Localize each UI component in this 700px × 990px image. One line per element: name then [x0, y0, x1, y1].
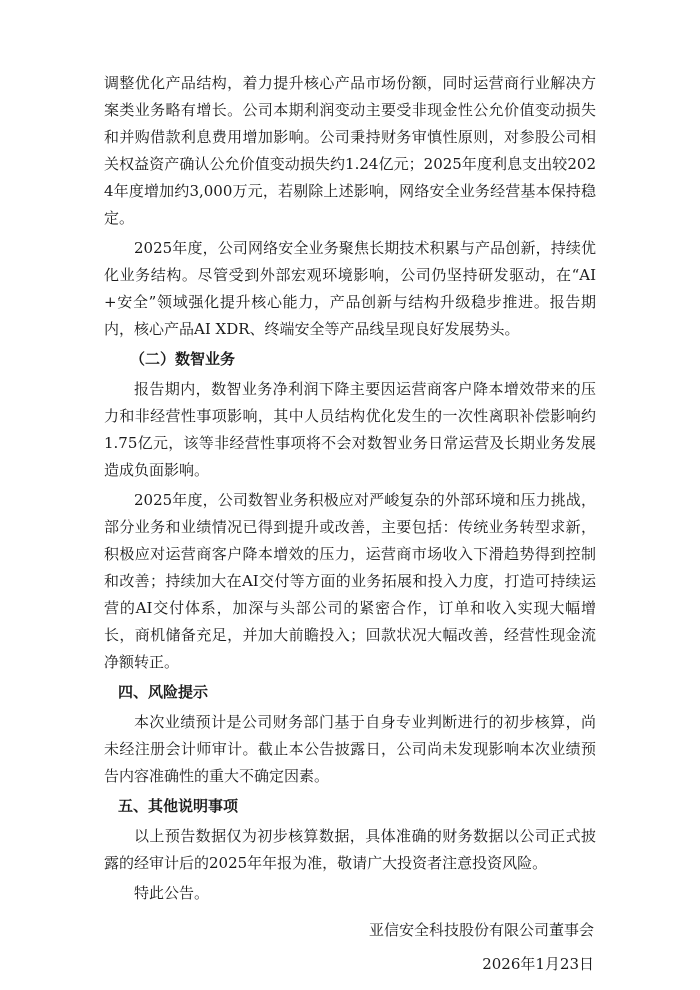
paragraph-digital-2025: 2025年度，公司数智业务积极应对严峻复杂的外部环境和压力挑战，部分业务和业绩情况已得到提升或改善，主要包括：传统业务转型求新，积极应对运营商客户降本增效的压力，运营商市场收入下滑趋势得到控制和改善；持续加大在AI交付等方面的业务拓展和投入力度，打造可持续运营的AI交付体系，加深与头部公司的紧密合作，订单和收入实现大幅增长，商机储备充足，并加大前瞻投入；回款状况大幅改善，经营性现金流净额转正。	[104, 491, 596, 671]
heading-risk-notice: 四、风险提示	[118, 683, 209, 701]
paragraph-security-profit: 调整优化产品结构，着力提升核心产品市场份额，同时运营商行业解决方案类业务略有增长。公司本期利润变动主要受非现金性公允价值变动损失和并购借款利息费用增加影响。公司秉持财务审慎性原则，对参股公司相关权益资产确认公允价值变动损失约1.24亿元；2025年度利息支出较2024年度增加约3,000万元，若剔除上述影响，网络安全业务经营基本保持稳定。	[104, 74, 596, 227]
paragraph-security-2025: 2025年度，公司网络安全业务聚焦长期技术积累与产品创新，持续优化业务结构。尽管受到外部宏观环境影响，公司仍坚持研发驱动，在“AI+安全”领域强化提升核心能力，产品创新与结构升级稳步推进。报告期内，核心产品AI XDR、终端安全等产品线呈现良好发展势头。	[104, 239, 596, 338]
paragraph-digital-profit: 报告期内，数智业务净利润下降主要因运营商客户降本增效带来的压力和非经营性事项影响，其中人员结构优化发生的一次性离职补偿影响约1.75亿元，该等非经营性事项将不会对数智业务日常运营及长期业务发展造成负面影响。	[104, 380, 596, 479]
paragraph-risk: 本次业绩预计是公司财务部门基于自身专业判断进行的初步核算，尚未经注册会计师审计。截止本公告披露日，公司尚未发现影响本次业绩预告内容准确性的重大不确定因素。	[104, 713, 596, 785]
closing-statement: 特此公告。	[134, 884, 210, 902]
heading-other-matters: 五、其他说明事项	[118, 797, 239, 815]
signature-organization: 亚信安全科技股份有限公司董事会	[368, 921, 594, 939]
heading-digital-business: （二）数智业务	[130, 350, 236, 368]
paragraph-other: 以上预告数据仅为初步核算数据，具体准确的财务数据以公司正式披露的经审计后的2025年年报为准，敬请广大投资者注意投资风险。	[104, 827, 596, 872]
signature-date: 2026年1月23日	[482, 955, 594, 973]
